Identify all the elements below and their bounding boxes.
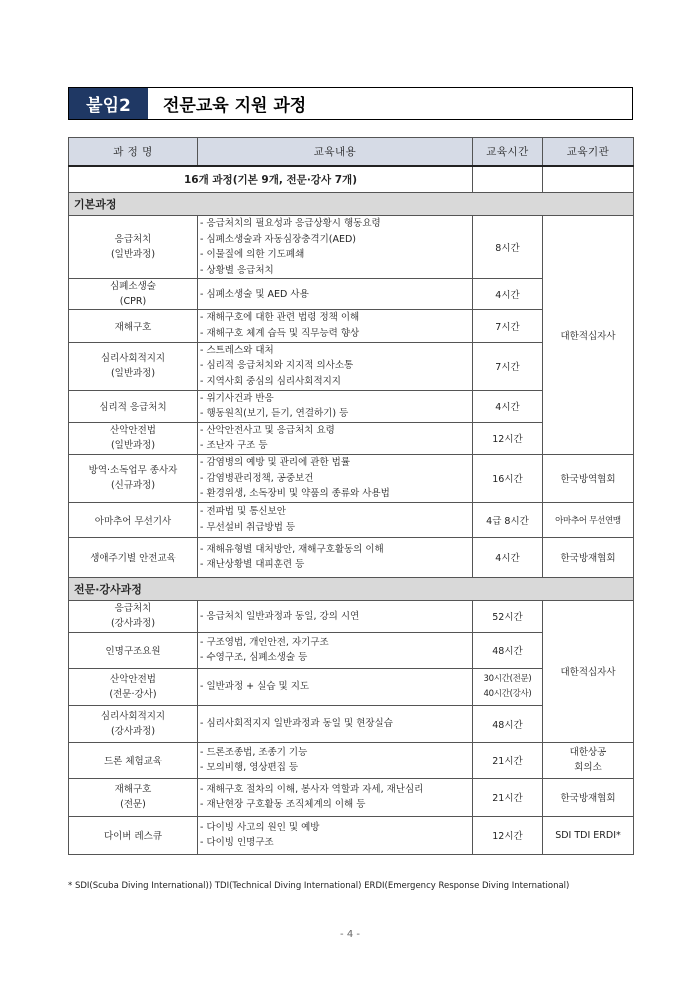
course-hours: 4시간	[473, 537, 543, 577]
content-item: - 일반과정 + 실습 및 지도	[200, 679, 470, 695]
content-item: - 모의비행, 영상편집 등	[200, 760, 470, 776]
content-item: - 감염병관리정책, 공중보건	[200, 471, 470, 487]
content-item: - 심폐소생술 및 AED 사용	[200, 287, 470, 303]
course-name: 다이버 레스큐	[69, 816, 198, 854]
institution-cell: 한국방재협회	[543, 537, 634, 577]
course-content	[198, 537, 473, 577]
course-hours: 8시간	[473, 216, 543, 279]
course-content	[198, 742, 473, 778]
content-item: - 지역사회 중심의 심리사회적지지	[200, 374, 470, 390]
course-content	[198, 422, 473, 454]
institution-cell: 한국방재협회	[543, 778, 634, 816]
content-item: - 다이빙 인명구조	[200, 835, 470, 851]
course-name: 심리적 응급처치	[69, 390, 198, 422]
section-label-professional: 전문·강사과정	[69, 577, 634, 600]
content-item: - 이물질에 의한 기도폐쇄	[200, 247, 470, 263]
content-item: - 스트레스와 대처	[200, 343, 470, 359]
course-hours: 21시간	[473, 742, 543, 778]
institution-cell: SDI TDI ERDI*	[543, 816, 634, 854]
table-header-row	[69, 138, 634, 167]
table-row	[69, 742, 634, 778]
course-hours: 48시간	[473, 705, 543, 742]
content-item: - 드론조종법, 조종기 기능	[200, 745, 470, 761]
content-item: - 상황별 응급처치	[200, 263, 470, 279]
course-content	[198, 216, 473, 279]
page-title: 전문교육 지원 과정	[163, 96, 307, 116]
course-content	[198, 502, 473, 537]
course-hours: 48시간	[473, 632, 543, 668]
course-name: 산악안전법 (전문·강사)	[69, 668, 198, 705]
course-content	[198, 342, 473, 390]
course-name: 응급처치 (일반과정)	[69, 216, 198, 279]
course-name: 심리사회적지지 (일반과정)	[69, 342, 198, 390]
page-number: - 4 -	[340, 929, 360, 940]
content-item: - 환경위생, 소독장비 및 약품의 종류와 사용법	[200, 486, 470, 502]
course-name: 방역·소독업무 종사자 (신규과정)	[69, 454, 198, 502]
institution-cell: 아마추어 무선연맹	[543, 502, 634, 537]
course-name: 응급처치 (강사과정)	[69, 600, 198, 632]
content-item: - 위기사건과 반응	[200, 391, 470, 407]
course-content	[198, 279, 473, 310]
course-hours: 7시간	[473, 342, 543, 390]
table-row	[69, 454, 634, 502]
column-header-course: 과 정 명	[69, 138, 198, 167]
content-item: - 재해구호 체계 습득 및 직무능력 향상	[200, 326, 470, 342]
column-header-content: 교육내용	[198, 138, 473, 167]
summary-institution-cell	[543, 166, 634, 193]
course-hours: 52시간	[473, 600, 543, 632]
content-item: - 산악안전사고 및 응급처치 요령	[200, 423, 470, 439]
content-item: - 조난자 구조 등	[200, 438, 470, 454]
attachment-tag: 붙임2	[69, 88, 148, 119]
content-item: - 전파법 및 통신보안	[200, 504, 470, 520]
institution-cell: 대한적십자사	[543, 216, 634, 455]
attachment-header	[68, 87, 633, 120]
course-hours: 4시간	[473, 279, 543, 310]
content-item: - 심리사회적지지 일반과정과 동일 및 현장실습	[200, 716, 470, 732]
table-row	[69, 216, 634, 279]
course-name: 심폐소생술 (CPR)	[69, 279, 198, 310]
content-item: - 무선설비 취급방법 등	[200, 520, 470, 536]
table-row	[69, 502, 634, 537]
content-item: - 재난현장 구호활동 조직체계의 이해 등	[200, 797, 470, 813]
column-header-institution: 교육기관	[543, 138, 634, 167]
course-name: 재해구호	[69, 310, 198, 342]
course-name: 재해구호 (전문)	[69, 778, 198, 816]
institution-cell: 한국방역협회	[543, 454, 634, 502]
table-row	[69, 600, 634, 632]
content-item: - 재해구호 절차의 이해, 봉사자 역할과 자세, 재난심리	[200, 782, 470, 798]
column-header-hours: 교육시간	[473, 138, 543, 167]
course-name: 생애주기별 안전교육	[69, 537, 198, 577]
course-hours: 12시간	[473, 816, 543, 854]
course-content	[198, 778, 473, 816]
course-hours: 4급 8시간	[473, 502, 543, 537]
content-item: - 응급처치의 필요성과 응급상황시 행동요령	[200, 216, 470, 232]
table-row	[69, 537, 634, 577]
course-content	[198, 816, 473, 854]
content-item: - 재난상황별 대피훈련 등	[200, 557, 470, 573]
summary-hours-cell	[473, 166, 543, 193]
content-item: - 재해유형별 대처방안, 재해구호활동의 이해	[200, 542, 470, 558]
course-content	[198, 668, 473, 705]
table-row	[69, 816, 634, 854]
content-item: - 응급처치 일반과정과 동일, 강의 시연	[200, 609, 470, 625]
section-label-basic: 기본과정	[69, 193, 634, 216]
course-content	[198, 454, 473, 502]
institution-cell: 대한적십자사	[543, 600, 634, 742]
course-content	[198, 632, 473, 668]
course-content	[198, 310, 473, 342]
course-hours: 7시간	[473, 310, 543, 342]
content-item: - 감염병의 예방 및 관리에 관한 법률	[200, 455, 470, 471]
course-content	[198, 390, 473, 422]
content-item: - 수영구조, 심폐소생술 등	[200, 650, 470, 666]
content-item: - 심리적 응급처치와 지지적 의사소통	[200, 358, 470, 374]
course-hours: 12시간	[473, 422, 543, 454]
course-name: 인명구조요원	[69, 632, 198, 668]
course-hours: 16시간	[473, 454, 543, 502]
section-row-professional	[69, 577, 634, 600]
table-row	[69, 778, 634, 816]
course-name: 드론 체험교육	[69, 742, 198, 778]
content-item: - 재해구호에 대한 관련 법령 정책 이해	[200, 310, 470, 326]
institution-cell: 대한상공 회의소	[543, 742, 634, 778]
course-content	[198, 600, 473, 632]
content-item: - 구조영법, 개인안전, 자기구조	[200, 635, 470, 651]
course-hours: 4시간	[473, 390, 543, 422]
course-hours: 21시간	[473, 778, 543, 816]
summary-text: 16개 과정(기본 9개, 전문·강사 7개)	[69, 166, 473, 193]
course-name: 심리사회적지지 (강사과정)	[69, 705, 198, 742]
content-item: - 다이빙 사고의 원인 및 예방	[200, 820, 470, 836]
course-name: 아마추어 무선기사	[69, 502, 198, 537]
course-hours: 30시간(전문) 40시간(강사)	[473, 668, 543, 705]
content-item: - 심폐소생술과 자동심장충격기(AED)	[200, 232, 470, 248]
course-table	[68, 137, 634, 855]
summary-row	[69, 166, 634, 193]
content-item: - 행동원칙(보기, 듣기, 연결하기) 등	[200, 406, 470, 422]
course-name: 산악안전법 (일반과정)	[69, 422, 198, 454]
footnote: * SDI(Scuba Diving International)) TDI(Technical Diving International) ERDI(Emergency Response Diving International)	[68, 881, 570, 891]
section-row-basic	[69, 193, 634, 216]
course-content	[198, 705, 473, 742]
